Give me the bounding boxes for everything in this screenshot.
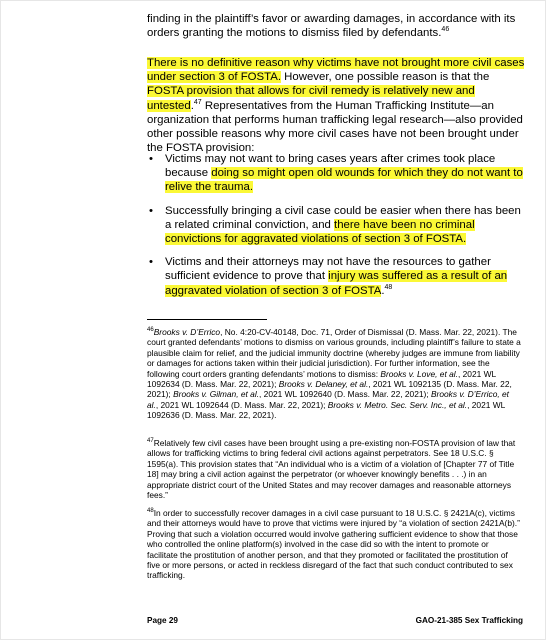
list-item-text: . [381, 284, 385, 297]
footnote-ref-47[interactable]: 47 [193, 98, 202, 106]
case-name: Brooks v. D’Errico [153, 327, 221, 337]
bullet-marker: • [149, 153, 153, 165]
bullet-marker: • [149, 204, 153, 217]
footnote-text: In order to successfully recover damages in a civil case pursuant to 18 U.S.C. § 2421A(c), victims and their attorneys would have to prove that victims were injured by “a violation of section 2421A(b).” Proving that such a violation occurred would involve gathering sufficient evidence to show that those who controlled the online platform(s) involved in the case did so with the intent to promote or facilitate the prostitution of another person, and that they promoted or facilitated the prostitution of five or more persons, or acted in reckless disregard of the fact that such conduct contributed to sex trafficking. [147, 508, 520, 581]
footnote-number: 46 [147, 327, 154, 334]
list-item [147, 255, 527, 298]
paragraph-2-text: . [190, 99, 194, 112]
page-number: Page 29 [147, 616, 178, 625]
footnote-ref-48[interactable]: 48 [384, 283, 393, 291]
case-name: Brooks v. Delaney, et al. [278, 379, 369, 390]
highlight-provision-new-untested: FOSTA provision that allows for civil remedy is relatively new and untested [147, 85, 475, 112]
footnote-47 [147, 438, 521, 500]
report-identifier: GAO-21-385 Sex Trafficking [415, 616, 523, 625]
highlight-no-convictions: there have been no criminal convictions for aggravated violations of section 3 of FOSTA. [165, 218, 475, 246]
footnote-48 [147, 508, 521, 581]
reasons-list [147, 152, 527, 307]
paragraph-1-text: finding in the plaintiff’s favor or awarding damages, in accordance with its orders granting the motions to dismiss filed by defendants. [147, 13, 516, 40]
highlight-old-wounds: doing so might open old wounds for which they do not want to relive the trauma. [165, 167, 523, 194]
footnote-46 [147, 327, 521, 421]
case-name: Brooks v. Gilman, et al. [173, 389, 260, 400]
list-item-text: Victims and their attorneys may not have the resources to gather sufficient evidence to prove that [165, 256, 491, 283]
list-item-text: Successfully bringing a civil case could be easier when there has been a related criminal conviction, and [165, 204, 521, 231]
paragraph-2-text: However, one possible reason is that the [281, 71, 490, 84]
list-item [147, 152, 527, 195]
highlight-injury-suffered: injury was suffered as a result of an aggravated violation of section 3 of FOSTA [165, 270, 508, 297]
footnote-text: , 2021 WL 1092640 (D. Mass. Mar. 22, 2021); [259, 389, 431, 400]
footnote-number: 48 [147, 508, 154, 515]
case-name: Brooks v. Metro. Sec. Serv. Inc., et al. [327, 399, 468, 410]
paragraph-2-text: Representatives from the Human Trafficking Institute—an organization that performs human trafficking legal research—also provided other possible reasons why more civil cases have not been brought under the FOSTA provision: [147, 99, 523, 155]
case-name: Brooks v. D’Errico, et al. [147, 389, 509, 410]
footnote-text: , No. 4:20-CV-40148, Doc. 71, Order of Dismissal (D. Mass. Mar. 22, 2021). The court granted defendants’ motions to dismiss on various grounds, including plaintiff’s failure to state a plausible claim for relief, and the judicial immunity doctrine (whereby judges are immune from liability or damages for actions taken within their judicial jurisdiction). For further information, see the following court orders granting defendants’ motions to dismiss: [147, 327, 521, 379]
paragraph-1 [147, 12, 527, 40]
paragraph-2 [147, 56, 527, 155]
footnote-text: Relatively few civil cases have been brought using a pre-existing non-FOSTA provision of law that allows for trafficking victims to bring federal civil actions against perpetrators. See 18 U.S.C. § 1595(a). This provision states that “An individual who is a victim of a violation of [Chapter 77 of Title 18] may bring a civil action against the perpetrator (or whoever knowingly benefits . . .) in an appropriate district court of the United States and may recover damages and reasonable attorneys fees.” [147, 438, 516, 501]
footnote-text: , 2021 WL 1092634 (D. Mass. Mar. 22, 2021); [147, 368, 496, 390]
footnote-text: , 2021 WL 1092644 (D. Mass. Mar. 22, 2021); [155, 399, 328, 410]
list-item [147, 204, 527, 247]
footnote-divider [147, 319, 267, 320]
list-item-text: Victims may not want to bring cases years after crimes took place because [165, 153, 496, 180]
footnote-text: , 2021 WL 1092135 (D. Mass. Mar. 22, 2021); [147, 379, 512, 400]
footnote-number: 47 [147, 438, 154, 445]
footnote-ref-46[interactable]: 46 [441, 26, 450, 34]
highlight-no-definitive-reason: There is no definitive reason why victims have not brought more civil cases under section 3 of FOSTA. [147, 57, 525, 84]
case-name: Brooks v. Love, et al. [380, 368, 458, 379]
footnote-text: , 2021 WL 1092636 (D. Mass. Mar. 22, 2021). [147, 399, 505, 421]
bullet-marker: • [149, 256, 153, 269]
